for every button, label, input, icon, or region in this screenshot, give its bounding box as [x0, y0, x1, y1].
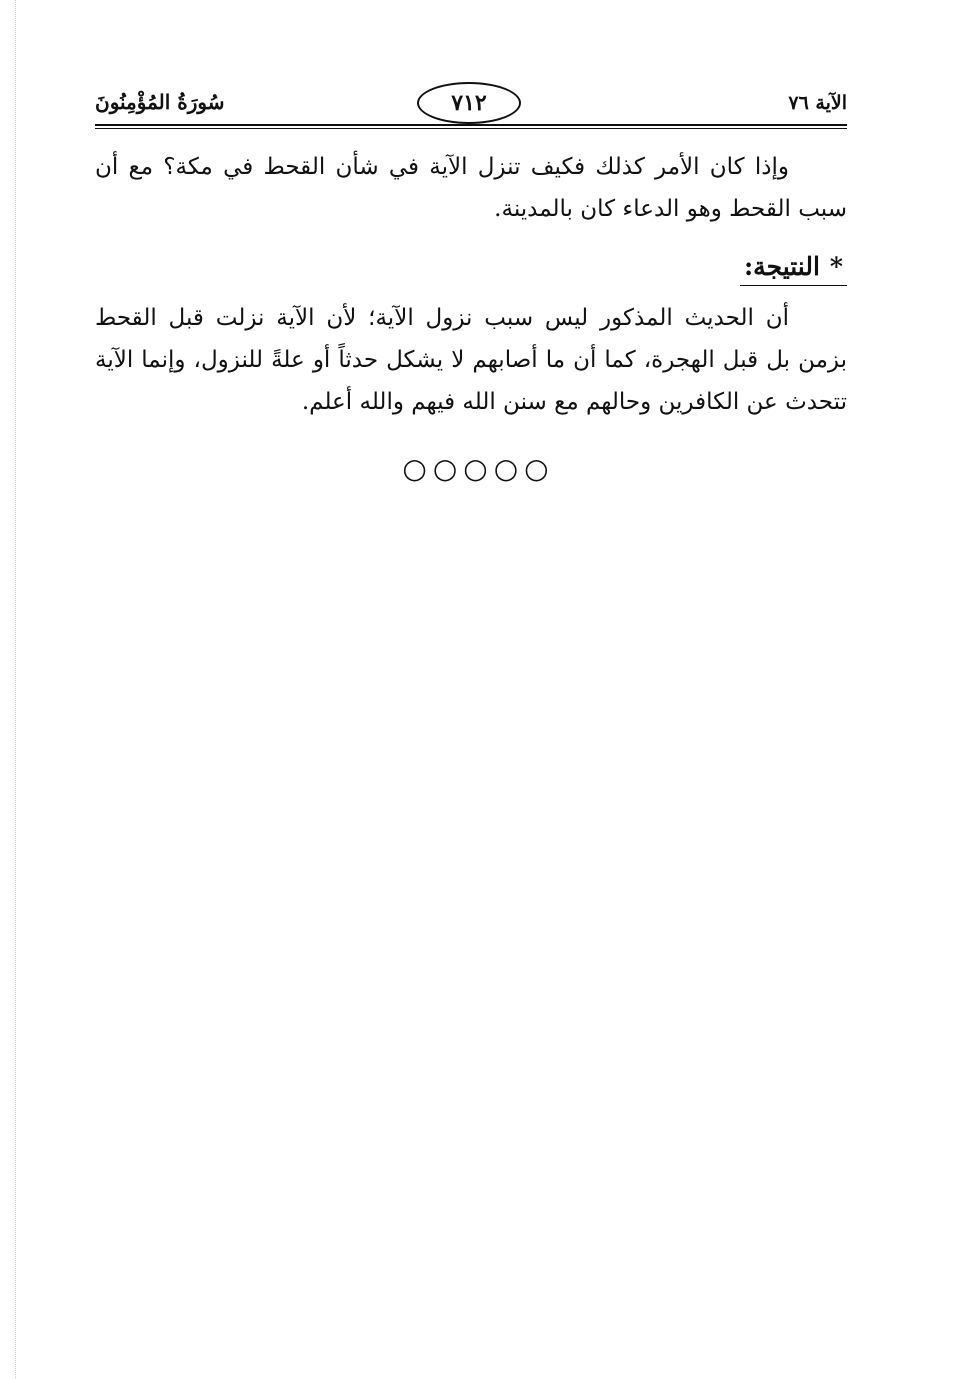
paragraph-intro: وإذا كان الأمر كذلك فكيف تنزل الآية في شأن القحط في مكة؟ مع أن سبب القحط وهو الدعاء كان بالمدينة. — [95, 154, 847, 222]
page-number: ٧١٢ — [417, 82, 521, 124]
page-header — [95, 82, 847, 128]
section-separator: ○○○○○ — [402, 452, 555, 485]
header-rule — [95, 124, 847, 129]
surah-name: سُورَةُ المُؤْمِنُونَ — [95, 90, 225, 114]
section-heading — [740, 252, 847, 286]
paragraph-result: أن الحديث المذكور ليس سبب نزول الآية؛ لأن الآية نزلت قبل القحط بزمن بل قبل الهجرة، كما أن ما أصابهم لا يشكل حدثاً أو علةً للنزول، وإنما الآية تتحدث عن الكافرين وحالهم مع سنن الله فيهم والله أعلم. — [95, 305, 847, 415]
scan-margin-line — [15, 0, 16, 1379]
ayah-label: الآية ٧٦ — [788, 92, 847, 114]
star-icon: * — [829, 252, 843, 281]
section-title: النتيجة: — [743, 252, 820, 281]
